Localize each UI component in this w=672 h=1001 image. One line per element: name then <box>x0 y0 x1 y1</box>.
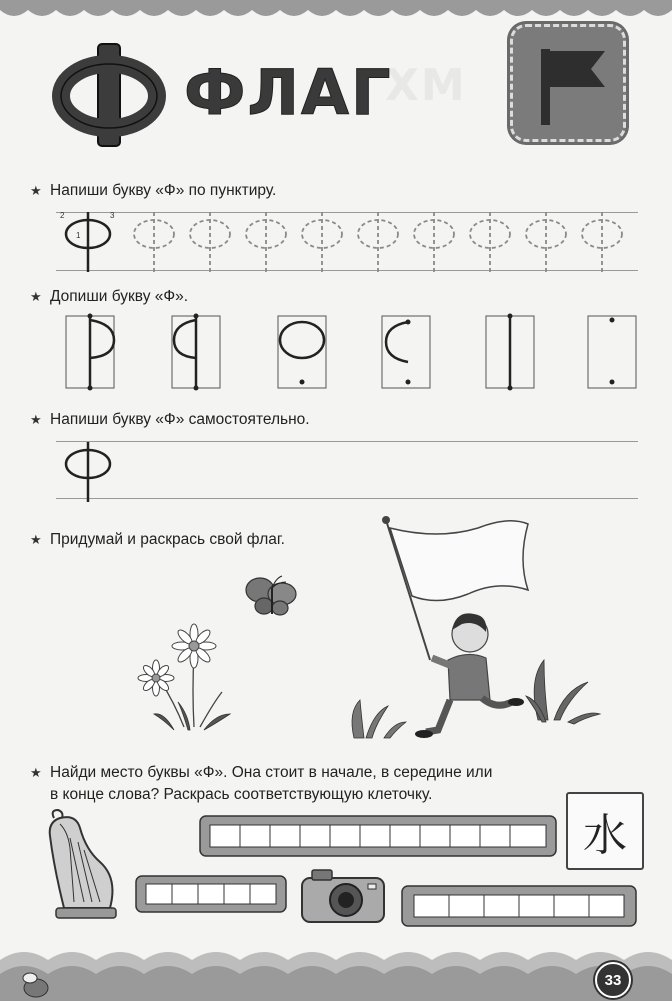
top-scallop-border <box>0 0 672 22</box>
camera-icon <box>298 866 388 926</box>
self-line-bottom <box>56 498 638 499</box>
task-find <box>30 762 492 806</box>
flag-icon <box>513 27 623 139</box>
complete-letter-boxes <box>56 312 636 392</box>
header-word: ФЛАГ <box>184 56 393 129</box>
task-complete-text: Допиши букву «Ф». <box>50 288 189 305</box>
big-letter-badge <box>54 40 164 150</box>
task-draw-flag <box>30 531 285 549</box>
task-find-text-1: Найди место буквы «Ф». Она стоит в начале, в середине или <box>50 764 493 781</box>
trace-sample-letter <box>58 208 118 278</box>
task-find-text-2: в конце слова? Раскрась соответствующую клеточку. <box>50 786 433 803</box>
self-sample-letter <box>58 438 118 508</box>
trace-hint-3: 3 <box>110 211 115 220</box>
word-grid-camera <box>402 886 636 926</box>
task-complete <box>30 288 188 306</box>
star-icon: ★ <box>30 412 42 427</box>
flag-card <box>510 24 626 142</box>
star-icon: ★ <box>30 532 42 547</box>
daisy-flowers-illustration <box>134 622 244 732</box>
star-icon: ★ <box>30 765 42 780</box>
trace-hint-1: 1 <box>76 231 81 240</box>
task-self-text: Напиши букву «Ф» самостоятельно. <box>50 411 310 428</box>
harp-icon <box>40 808 130 928</box>
bottom-scallop-border <box>0 940 672 1001</box>
star-icon: ★ <box>30 183 42 198</box>
task-trace <box>30 182 276 200</box>
grass-tufts <box>344 692 424 742</box>
self-line-top <box>56 441 638 442</box>
water-hieroglyph-box: 水 <box>566 792 644 870</box>
butterfly-icon <box>242 572 302 622</box>
star-icon: ★ <box>30 289 42 304</box>
page-number-badge: 33 <box>595 962 631 998</box>
task-self <box>30 411 310 429</box>
word-grid-short <box>136 876 286 912</box>
trace-dotted-letters <box>118 208 638 278</box>
task-trace-text: Напиши букву «Ф» по пунктиру. <box>50 182 277 199</box>
ghost-bleed-word: ХМ <box>385 60 467 111</box>
word-grid-long <box>200 816 556 856</box>
trace-hint-2: 2 <box>60 211 65 220</box>
task-draw-flag-text: Придумай и раскрась свой флаг. <box>50 531 285 548</box>
